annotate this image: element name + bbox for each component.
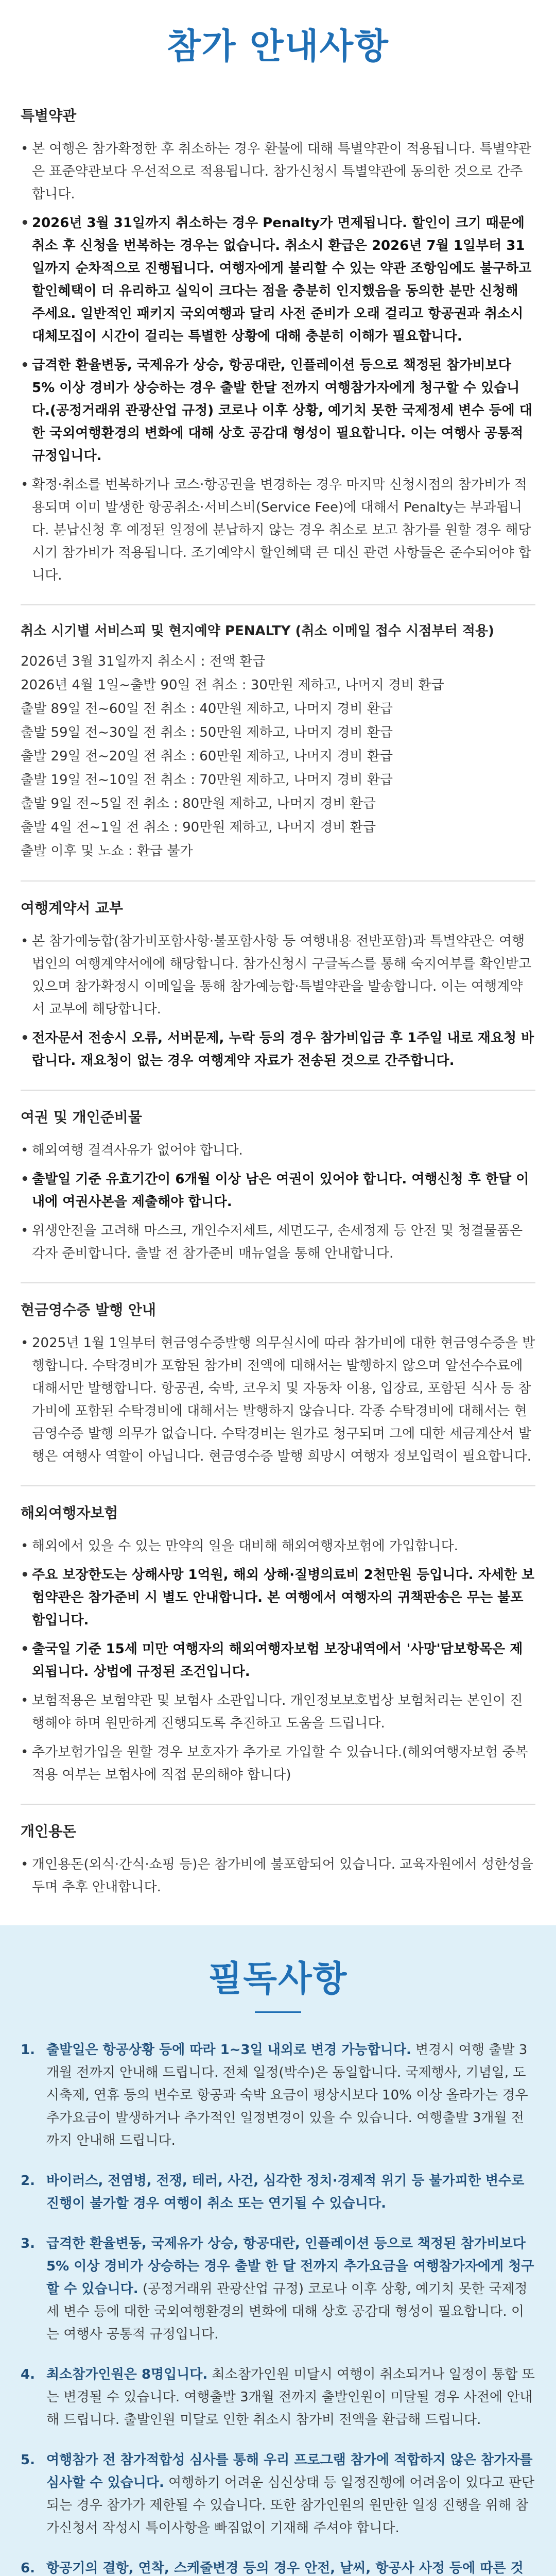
list-item: • 본 참가예능합(참가비포함사항·불포함사항 등 여행내용 전반포함)과 특별약관은 여행법인의 여행계약서에에 해당합니다. 참가신청시 구글독스를 통해 숙지여부를 확인받고 있으며 참가확정시 이메일을 통해 참가예능합·특별약관을 발송합니다. 이는 여행계약서 교부에 해당합니다. [21, 930, 535, 1021]
receipt-heading: 현금영수증 발행 안내 [21, 1301, 156, 1318]
list-item: • 출국일 기준 15세 미만 여행자의 해외여행자보험 보장내역에서 '사망'담보항목은 제외됩니다. 상법에 규정된 조건입니다. [21, 1638, 535, 1683]
list-item: • 확정·취소를 번복하거나 코스·항공권을 변경하는 경우 마지막 신청시점의 참가비가 적용되며 이미 발생한 항공취소·서비스비(Service Fee)에 대해서 Penalty는 부과됩니다. 분납신청 후 예정된 일정에 분납하지 않는 경우 취소로 보고 참가를 원할 경우 해당시기 참가비가 적용됩니다. 조기예약시 할인혜택 큰 대신 관련 사항들은 준수되어야 합니다. [21, 473, 535, 587]
list-item: • 보험적용은 보험약관 및 보험사 소관입니다. 개인정보보호법상 보험처리는 본인이 진행해야 하며 원만하게 진행되도록 추진하고 도움을 드립니다. [21, 1689, 535, 1735]
penalty-heading: 취소 시기별 서비스피 및 현지예약 PENALTY (취소 이메일 접수 시점부터 적용) [21, 623, 494, 639]
penalty-line: 출발 89일 전~60일 전 취소 : 40만원 제하고, 나머지 경비 환급 [21, 701, 393, 717]
item-text: 최소참가인원 미달시 여행이 취소되거나 일정이 통합 또는 변경될 수 있습니다. 여행출발 3개월 전까지 출발인원이 미달될 경우 사전에 안내해 드립니다. 출발인원 미달로 인한 취소시 참가비 전액을 환급해 드립니다. [46, 2367, 535, 2428]
personal-block [21, 1820, 535, 1899]
penalty-block [21, 620, 535, 863]
list-item [21, 2170, 535, 2215]
list-item: • 출발일 기준 유효기간이 6개월 이상 남은 여권이 있어야 합니다. 여행신청 후 한달 이내에 여권사본을 제출해야 합니다. [21, 1168, 535, 1213]
list-item: • 전자문서 전송시 오류, 서버문제, 누락 등의 경우 참가비입금 후 1주일 내로 재요청 바랍니다. 재요청이 없는 경우 여행계약 자료가 전송된 것으로 간주합니다. [21, 1027, 535, 1072]
item-number: 2. [21, 2173, 35, 2189]
item-lead: 최소참가인원은 8명입니다. [46, 2367, 208, 2382]
list-item: • 본 여행은 참가확정한 후 취소하는 경우 환불에 대해 특별약관이 적용됩니다. 특별약관은 표준약관보다 우선적으로 적용됩니다. 참가신청시 특별약관에 동의한 것으로 간주합니다. [21, 138, 535, 206]
item-number: 6. [21, 2561, 35, 2576]
item-text: 변경시 여행 출발 3개월 전까지 안내해 드립니다. 전체 일정(박수)은 동일합니다. 국제행사, 기념일, 도시축제, 연휴 등의 변수로 항공과 숙박 요금이 평상시보다 10% 이상 올라가는 경우 추가요금이 발생하거나 추가적인 일정변경이 있을 수 있습니다. 여행출발 3개월 전까지 안내해 드립니다. [46, 2042, 528, 2148]
list-item: • 2026년 3월 31일까지 취소하는 경우 Penalty가 면제됩니다. 할인이 크기 때문에 취소 후 신청을 번복하는 경우는 없습니다. 취소시 환급은 2026년 7월 1일부터 31일까지 순차적으로 진행됩니다. 여행자에게 불리할 수 있는 약관 조항임에도 불구하고 할인혜택이 더 유리하고 실익이 크다는 점을 충분히 인지했음을 동의한 분만 신청해 주세요. 일반적인 패키지 국외여행과 달리 사전 준비가 오래 걸리고 항공권과 취소시 대체모집이 시간이 걸리는 특별한 상황에 대해 충분히 이해가 필요합니다. [21, 212, 535, 348]
item-number: 5. [21, 2452, 35, 2468]
penalty-line: 출발 4일 전~1일 전 취소 : 90만원 제하고, 나머지 경비 환급 [21, 820, 376, 835]
item-lead: 급격한 환율변동, 국제유가 상승, 항공대란, 인플레이션 등으로 책정된 참가비보다 5% 이상 경비가 상승하는 경우 출발 한 달 전까지 추가요금을 여행참가자에게 청구할 수 있습니다. [46, 2236, 534, 2297]
divider [21, 1090, 535, 1091]
item-lead: 바이러스, 전염병, 전쟁, 테러, 사건, 심각한 정치·경제적 위기 등 불가피한 변수로 진행이 불가할 경우 여행이 취소 또는 연기될 수 있습니다. [46, 2173, 525, 2211]
list-item [21, 2232, 535, 2346]
list-item: • 2025년 1월 1일부터 현금영수증발행 의무실시에 따라 참가비에 대한 현금영수증을 발행합니다. 수탁경비가 포함된 참가비 전액에 대해서는 발행하지 않으며 알선수수료에 대해서만 발행합니다. 항공권, 숙박, 코우치 및 자동차 이용, 입장료, 포함된 식사 등 참가비에 포함된 수탁경비에 대해서는 발행하지 않습니다. 각종 수탁경비에 대해서는 현금영수증 발행 의무가 없습니다. 수탁경비는 원가로 청구되며 그에 대한 세금계산서 발행은 여행사 역할이 아닙니다. 현금영수증 발행 희망시 여행자 정보입력이 필요합니다. [21, 1332, 535, 1468]
item-lead: 출발일은 항공상황 등에 따라 1~3일 내외로 변경 가능합니다. [46, 2042, 411, 2058]
page-title: 참가 안내사항 [167, 26, 389, 67]
penalty-line: 출발 29일 전~20일 전 취소 : 60만원 제하고, 나머지 경비 환급 [21, 749, 393, 764]
penalty-line: 출발 19일 전~10일 전 취소 : 70만원 제하고, 나머지 경비 환급 [21, 772, 393, 788]
special-terms-heading: 특별약관 [21, 107, 77, 124]
special-terms-list [21, 138, 535, 587]
receipt-block [21, 1299, 535, 1468]
list-item: • 해외에서 있을 수 있는 만약의 일을 대비해 해외여행자보험에 가입합니다. [21, 1535, 535, 1557]
item-text: (공정거래위 관광산업 규정) 코로나 이후 상황, 예기치 못한 국제정세 변수 등에 대한 국외여행환경의 변화에 대해 상호 공감대 형성이 필요합니다. 이는 여행사 공통적 규정입니다. [46, 2281, 528, 2342]
special-terms-block [21, 105, 535, 587]
must-read-title: 필독사항 [208, 1959, 348, 1999]
list-item [21, 2557, 535, 2576]
contract-list [21, 930, 535, 1072]
divider [21, 604, 535, 605]
passport-heading: 여권 및 개인준비물 [21, 1109, 142, 1126]
insurance-list [21, 1535, 535, 1786]
contract-heading: 여행계약서 교부 [21, 900, 124, 917]
contract-block [21, 897, 535, 1072]
penalty-line: 출발 59일 전~30일 전 취소 : 50만원 제하고, 나머지 경비 환급 [21, 725, 393, 740]
divider [21, 1804, 535, 1805]
must-read-list [21, 2039, 535, 2576]
list-item: • 추가보험가입을 원할 경우 보호자가 추가로 가입할 수 있습니다.(해외여행자보험 중복적용 여부는 보험사에 직접 문의해야 합니다) [21, 1741, 535, 1786]
list-item: • 주요 보장한도는 상해사망 1억원, 해외 상해·질병의료비 2천만원 등입니다. 자세한 보험약관은 참가준비 시 별도 안내합니다. 본 여행에서 여행자의 귀책판송은 무는 불포함입니다. [21, 1564, 535, 1632]
list-item: • 위생안전을 고려해 마스크, 개인수저세트, 세면도구, 손세정제 등 안전 및 청결물품은 각자 준비합니다. 출발 전 참가준비 매뉴얼을 통해 안내합니다. [21, 1219, 535, 1265]
penalty-line: 출발 이후 및 노쇼 : 환급 불가 [21, 843, 193, 859]
list-item: • 급격한 환율변동, 국제유가 상승, 항공대란, 인플레이션 등으로 책정된 참가비보다 5% 이상 경비가 상승하는 경우 출발 한달 전까지 여행참가자에게 청구할 수 있습니다.(공정거래위 관광산업 규정) 코로나 이후 상황, 예기치 못한 국제정세 변수 등에 대한 국외여행환경의 변화에 대해 상호 공감대 형성이 필요합니다. 이는 여행사 공통적 규정입니다. [21, 354, 535, 467]
list-item [21, 2363, 535, 2431]
personal-list [21, 1853, 535, 1899]
item-number: 3. [21, 2236, 35, 2251]
item-number: 1. [21, 2042, 35, 2058]
item-lead: 항공기의 결항, 연착, 스케줄변경 등의 경우 안전, 날씨, 항공사 사정 등에 따른 것 [46, 2561, 524, 2576]
receipt-list [21, 1332, 535, 1468]
insurance-heading: 해외여행자보험 [21, 1504, 118, 1521]
passport-block [21, 1106, 535, 1265]
divider [21, 880, 535, 882]
item-number: 4. [21, 2367, 35, 2382]
list-item: • 개인용돈(외식·간식·쇼핑 등)은 참가비에 불포함되어 있습니다. 교육자원에서 성한성을 두며 추후 안내합니다. [21, 1853, 535, 1899]
item-lead: 여행참가 전 참가적합성 심사를 통해 우리 프로그램 참가에 적합하지 않은 참가자를 심사할 수 있습니다. [46, 2452, 533, 2490]
must-read-section [0, 1925, 556, 2576]
divider [21, 1282, 535, 1283]
insurance-block [21, 1502, 535, 1786]
list-item [21, 2039, 535, 2152]
penalty-line: 2026년 3월 31일까지 취소시 : 전액 환급 [21, 654, 266, 669]
penalty-line: 2026년 4월 1일~출발 90일 전 취소 : 30만원 제하고, 나머지 경비 환급 [21, 677, 444, 693]
divider [21, 1485, 535, 1486]
title-underline [255, 2011, 301, 2013]
personal-heading: 개인용돈 [21, 1823, 77, 1840]
penalty-line: 출발 9일 전~5일 전 취소 : 80만원 제하고, 나머지 경비 환급 [21, 796, 376, 811]
item-text: 여행하기 어려운 심신상태 등 일정진행에 어려움이 있다고 판단되는 경우 참가가 제한될 수 있습니다. 또한 참가인원의 원만한 일정 진행을 위해 참가신청서 작성시 특이사항을 빠짐없이 기재해 주셔야 합니다. [46, 2475, 535, 2536]
list-item: • 해외여행 결격사유가 없어야 합니다. [21, 1139, 535, 1162]
list-item [21, 2449, 535, 2539]
passport-list [21, 1139, 535, 1265]
